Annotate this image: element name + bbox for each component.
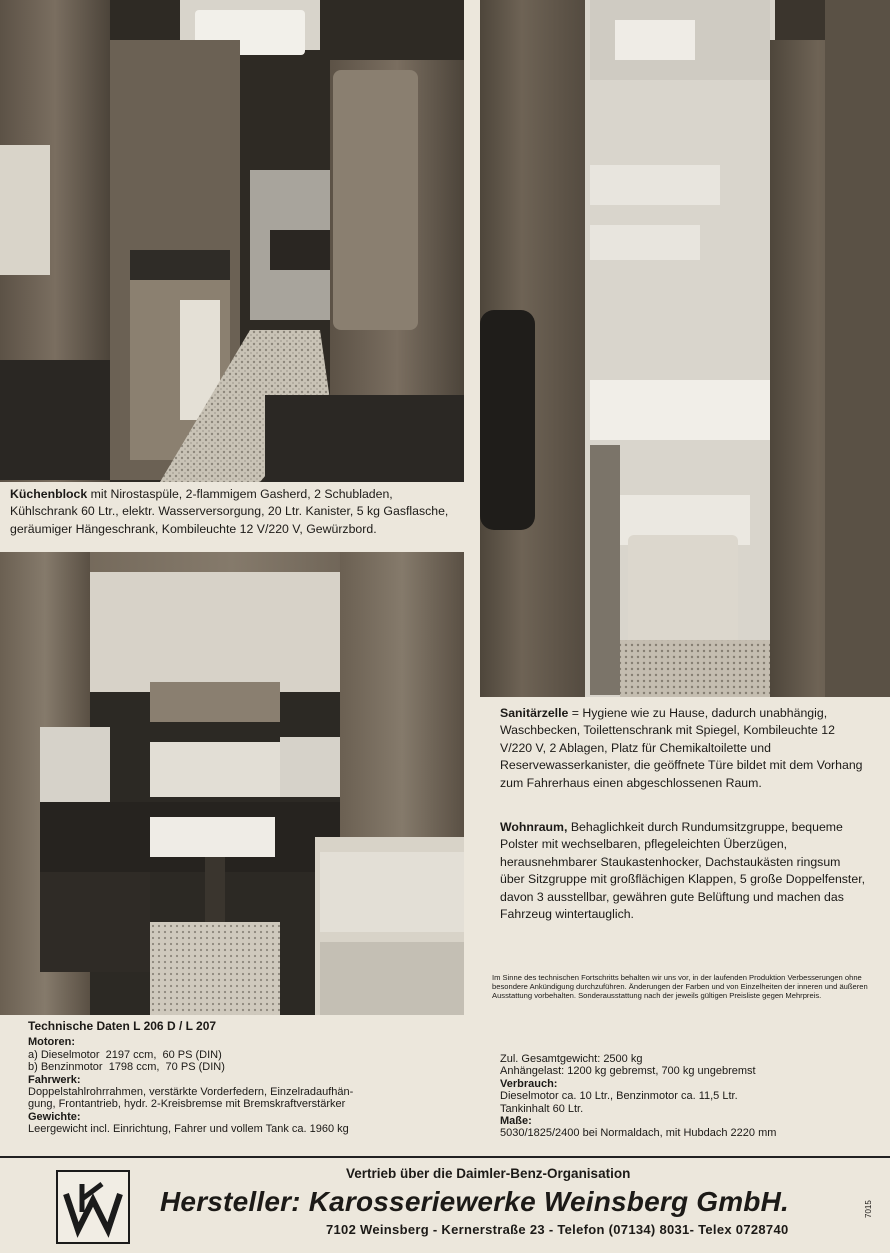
sanitary-caption-text: = Hygiene wie zu Hause, dadurch unabhängig, Waschbecken, Toilettenschrank mit Spiegel, Kombileuchte 12 V/220 V, 2 Ablagen, Platz für Chemikaltoilette und Reservewasserkanister, die geöffnete Türe bildet mit dem Vorhang zum Fahrerhaus einen abgeschlossenen Raum. xyxy=(500,706,863,790)
engine-b: b) Benzinmotor 1798 ccm, 70 PS (DIN) xyxy=(28,1061,225,1074)
manufacturer-name: Hersteller: Karosseriewerke Weinsberg GmbH. xyxy=(160,1186,790,1217)
living-caption-text: Behaglichkeit durch Rundumsitzgruppe, bequeme Polster mit wechselbaren, pflegeleichten Überzügen, herausnehmbarer Staukastenhocker, Dachstaukästen ringsum über Sitzgruppe mit großflächigen Klappen, 5 große Doppelfenster, davon 3 ausstellbar, gewähren gute Belüftung und machen das Fahrzeug wintertauglich. xyxy=(500,820,866,922)
footer-divider xyxy=(0,1156,890,1158)
weights-line-1: Leergewicht incl. Einrichtung, Fahrer und vollem Tank ca. 1960 kg xyxy=(28,1123,349,1136)
manufacturer-address: 7102 Weinsberg - Kernerstraße 23 - Telefon (07134) 8031- Telex 0728740 xyxy=(326,1222,789,1237)
living-room-photo xyxy=(0,552,464,1015)
print-code: 7015 xyxy=(864,1200,873,1218)
engines-label: Motoren: xyxy=(28,1036,76,1049)
tank-capacity: Tankinhalt 60 Ltr. xyxy=(500,1102,584,1115)
dimensions-line: 5030/1825/2400 bei Normaldach, mit Hubdach 2220 mm xyxy=(500,1127,777,1140)
chassis-line-1: Doppelstahlrohrrahmen, verstärkte Vorderfedern, Einzelradaufhän- xyxy=(28,1086,354,1099)
chassis-line-2: gung, Frontantrieb, hydr. 2-Kreisbremse mit Bremskraftverstärker xyxy=(28,1098,346,1111)
kitchen-caption xyxy=(10,486,454,538)
consumption-label: Verbrauch: xyxy=(500,1077,558,1090)
sanitary-caption xyxy=(500,705,868,792)
tech-specs-left xyxy=(28,1020,468,1136)
living-caption-title: Wohnraum, xyxy=(500,820,568,834)
chassis-label: Fahrwerk: xyxy=(28,1073,81,1086)
consumption-line: Dieselmotor ca. 10 Ltr., Benzinmotor ca. 11,5 Ltr. xyxy=(500,1090,738,1103)
kw-logo xyxy=(56,1170,130,1244)
trailer-load: Anhängelast: 1200 kg gebremst, 700 kg ungebremst xyxy=(500,1065,756,1078)
dimensions-label: Maße: xyxy=(500,1115,532,1128)
disclaimer: Im Sinne des technischen Fortschritts behalten wir uns vor, in der laufenden Produktion Verbesserungen ohne besondere Ankündigung durchzuführen. Änderungen der Farben und von Einzelheiten der inneren und äußeren Ausstattung vorbehalten. Sonderausstattung nach der jeweils gültigen Preisliste gegen Mehrpreis. xyxy=(492,973,868,1001)
kitchen-photo xyxy=(0,0,464,482)
kitchen-caption-text: mit Nirostaspüle, 2-flammigem Gasherd, 2 Schubladen, Kühlschrank 60 Ltr., elektr. Wasserversorgung, 20 Ltr. Kanister, 5 kg Gasflasche, geräumiger Hängeschrank, Kombileuchte 12 V/220 V, Gewürzbord. xyxy=(10,487,449,536)
engine-a: a) Dieselmotor 2197 ccm, 60 PS (DIN) xyxy=(28,1048,222,1061)
tech-title: Technische Daten L 206 D / L 207 xyxy=(28,1019,217,1033)
kitchen-caption-title: Küchenblock xyxy=(10,487,88,501)
sanitary-photo xyxy=(480,0,890,697)
living-caption xyxy=(500,819,868,923)
sanitary-caption-title: Sanitärzelle xyxy=(500,706,569,720)
sales-line: Vertrieb über die Daimler-Benz-Organisation xyxy=(346,1166,631,1181)
tech-specs-right xyxy=(500,1053,880,1140)
weights-label: Gewichte: xyxy=(28,1110,81,1123)
gross-weight: Zul. Gesamtgewicht: 2500 kg xyxy=(500,1053,643,1065)
